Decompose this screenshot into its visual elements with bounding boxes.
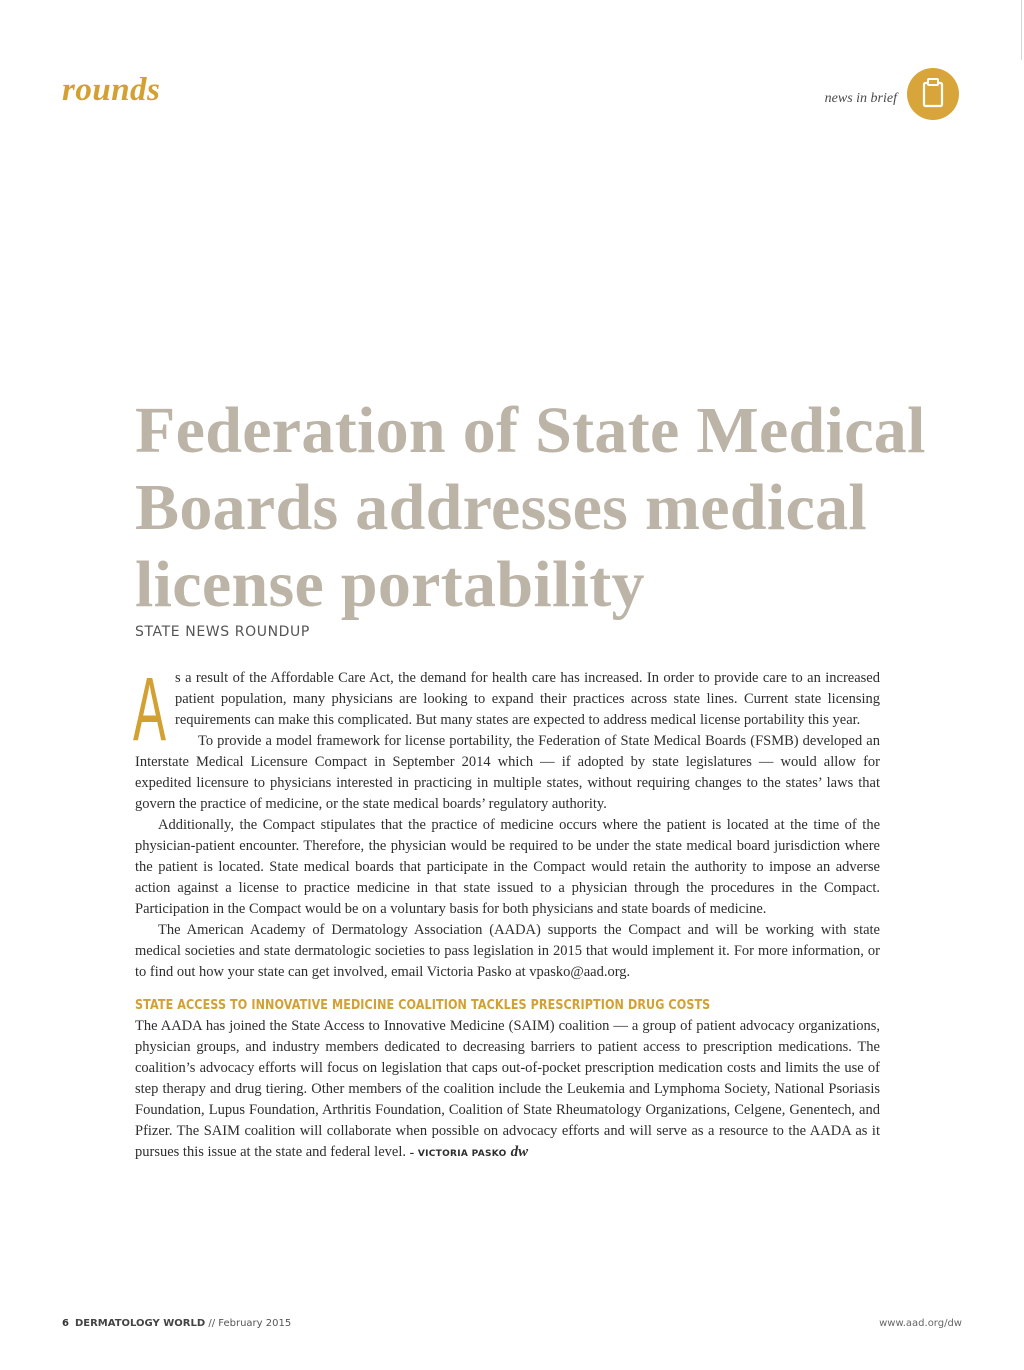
section-name: rounds xyxy=(62,72,161,108)
footer-left xyxy=(62,1318,291,1329)
magazine-name: DERMATOLOGY WORLD xyxy=(74,1318,206,1329)
end-mark: dw xyxy=(510,1144,529,1160)
article-body xyxy=(133,660,880,1165)
news-in-brief-badge xyxy=(907,68,959,120)
paragraph-4: The American Academy of Dermatology Association (AADA) supports the Compact and will be working with state medical societies and state dermatologic societies to pass legislation in 2015 that would implement it. For more information, or to find out how your state can get involved, email Victoria Pasko at vpasko@aad.org. xyxy=(135,922,880,980)
paragraph-3: Additionally, the Compact stipulates that the practice of medicine occurs where the patient is located at the time of the physician-patient encounter. Therefore, the physician would be required to be under the state medical board jurisdiction where the patient is located. State medical boards that participate in the Compact would retain the authority to impose an adverse action against a license to practice medicine in that state issued to a physician through the procedures in the Compact. Participation in the Compact would be on a voluntary basis for both physicians and state boards of medicine. xyxy=(135,817,880,917)
page-edge-divider xyxy=(1021,0,1022,60)
paragraph-5 xyxy=(135,1016,880,1165)
news-in-brief-label: news in brief xyxy=(824,91,897,106)
drop-cap: A xyxy=(133,660,167,760)
article-headline: Federation of State Medical Boards addresses medical license portability xyxy=(135,394,926,621)
paragraph-1-text: s a result of the Affordable Care Act, the demand for health care has increased. In order to provide care to an increased patient population, many physicians are looking to expand their practices across state lines. Current state licensing requirements can make this complicated. But many states are expected to address medical license portability this year. xyxy=(175,670,880,728)
paragraph-1 xyxy=(133,660,880,760)
clipboard-icon xyxy=(907,68,959,120)
section-subhead: STATE ACCESS TO INNOVATIVE MEDICINE COALITION TACKLES PRESCRIPTION DRUG COSTS xyxy=(135,998,711,1013)
issue-date: // February 2015 xyxy=(205,1318,292,1329)
page-number: 6 xyxy=(62,1318,69,1329)
article-kicker: STATE NEWS ROUNDUP xyxy=(135,624,310,640)
paragraph-2: To provide a model framework for license portability, the Federation of State Medical Boards (FSMB) developed an Interstate Medical Licensure Compact in September 2014 which — if adopted by state legislatures — would allow for expedited licensure to physicians interested in practicing in multiple states, without requiring changes to the states’ laws that govern the practice of medicine, or the state medical boards’ regulatory authority. xyxy=(135,733,880,812)
footer-url: www.aad.org/dw xyxy=(879,1318,962,1329)
author-byline: – VICTORIA PASKO xyxy=(409,1149,507,1159)
paragraph-5-text: The AADA has joined the State Access to Innovative Medicine (SAIM) coalition — a group of patient advocacy organizations, physician groups, and industry members dedicated to decreasing barriers to patient access to prescription medications. The coalition’s advocacy efforts will focus on legislation that caps out-of-pocket prescription medication costs and limits the use of step therapy and drug tiering. Other members of the coalition include the Leukemia and Lymphoma Society, National Psoriasis Foundation, Lupus Foundation, Arthritis Foundation, Coalition of State Rheumatology Organizations, Celgene, Genentech, and Pfizer. The SAIM coalition will collaborate when possible on advocacy efforts and will serve as a resource to the AADA as it pursues this issue at the state and federal level. xyxy=(135,1018,880,1160)
